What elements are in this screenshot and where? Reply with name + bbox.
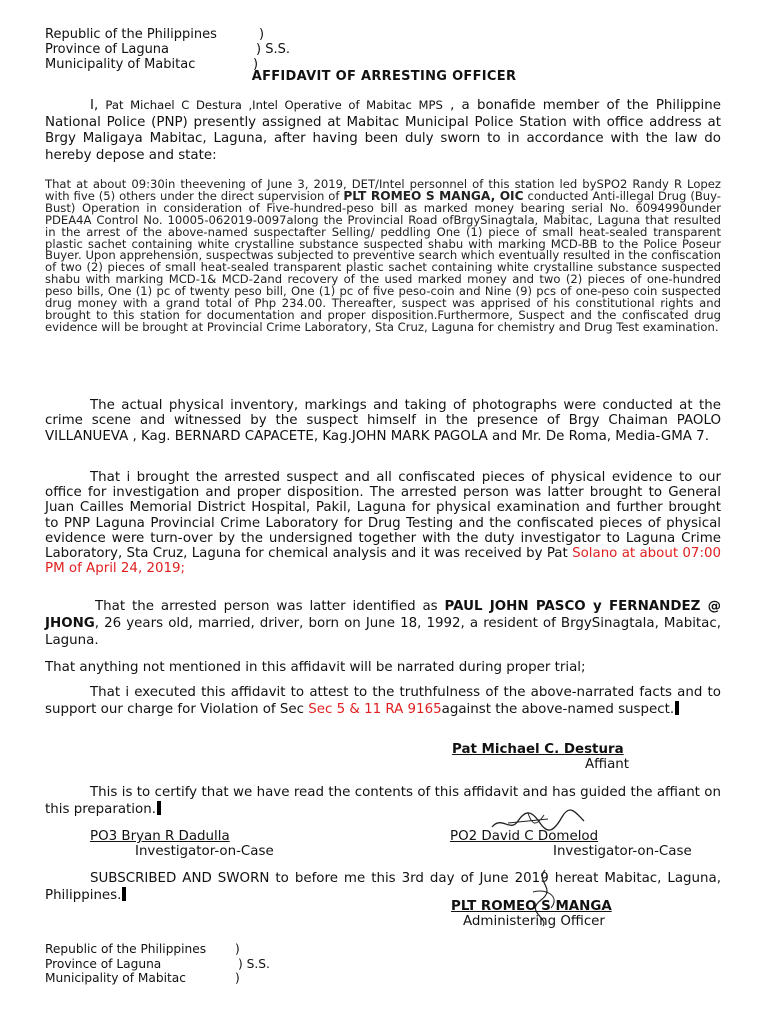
narrative-paragraph: [45, 179, 721, 334]
brought-text: That i brought the arrested suspect and all confiscated pieces of physical evidence to our office for investigation and proper disposition. The arrested person was latter brought to General Juan Cailles Memorial District Hospital, Pakil, Laguna for physical examination and further brought to PNP Laguna Provincial Crime Laboratory for Drug Testing and the confiscated pieces of physical evidence were turn-over by the undersigned together with the duty investigator to Laguna Crime Laboratory, Sta Cruz, Laguna for chemical analysis and it was received by Pat: [45, 470, 721, 562]
investigator-1-role: Investigator-on-Case: [135, 844, 274, 859]
text-cursor: [122, 887, 126, 901]
inventory-paragraph: The actual physical inventory, markings and taking of photographs were conducted at the crime scene and witnessed by the suspect himself in the presence of Brgy Chaiman PAOLO VILLANUEVA , Kag. BERNARD CAPACETE, Kag.JOHN MARK PAGOLA and Mr. De Roma, Media-GMA 7.: [45, 398, 721, 444]
executed-paragraph: [45, 685, 721, 719]
administering-name: PLT ROMEO S MANGA: [451, 899, 612, 914]
header-bottom-line-1: [45, 942, 240, 957]
header-bottom: [45, 942, 270, 986]
certify-paragraph: [45, 785, 721, 819]
narrative-part-1: That at about 09:30in theevening of June 3, 2019, DET/Intel personnel of this station led bySPO2 Randy R Lopez with five (5) others under the direct supervision of: [45, 177, 721, 203]
sworn-paragraph: [45, 871, 721, 905]
identified-post: , 26 years old, married, driver, born on June 18, 1992, a resident of BrgySinagtala, Mabitac, Laguna.: [45, 616, 721, 648]
header-top: [45, 27, 290, 72]
affiant-name: Pat Michael C. Destura: [452, 742, 624, 757]
executed-pre: That i executed this affidavit to attest to the truthfulness of the above-narrated facts and to support our charge for Violation of Sec: [45, 685, 721, 718]
narrative-oic: PLT ROMEO S MANGA, OIC: [343, 188, 524, 203]
sworn-text: SUBSCRIBED AND SWORN to before me this 3rd day of June 2019 hereat Mabitac, Laguna, Philippines.: [45, 871, 721, 904]
administering-role: Administering Officer: [463, 914, 605, 929]
republic-text: Republic of the Philippines: [45, 942, 207, 956]
paren: ): [235, 942, 240, 956]
header-top-line-1: [45, 27, 265, 42]
suspect-name: PAUL JOHN PASCO y FERNANDEZ @ JHONG: [45, 599, 721, 631]
investigator-2-role: Investigator-on-Case: [553, 844, 692, 859]
identified-pre: That the arrested person was latter identified as: [95, 599, 445, 614]
header-bottom-line-3: [45, 971, 240, 986]
brought-paragraph: [45, 470, 721, 576]
intro-officer: Pat Michael C Destura ,Intel Operative of Mabitac MPS: [105, 98, 443, 112]
paren: ): [253, 57, 259, 72]
municipality-text: Municipality of Mabitac: [45, 57, 196, 72]
narrative-part-2: conducted Anti-illegal Drug (Buy-Bust) Operation in consideration of Five-hundred-peso bill as marked money bearing serial No. 6094990under PDEA4A Control No. 10005-062019-0097along the Provincial Road ofBrgySinagtala, Mabitac, Laguna that resulted in the arrest of the above-named suspectafter Selling/ peddling One (1) piece of small heat-sealed transparent plastic sachet containing white crystalline substance suspected shabu with marking MCD-BB to the Police Poseur Buyer. Upon apprehension, suspectwas subjected to preventive search which eventually resulted in the confiscation of two (2) pieces of small heat-sealed transparent plastic sachet containing white crystalline substance suspected shabu with marking MCD-1& MCD-2and recovery of the used marked money and two (2) pieces of one-hundred peso bills, One (1) pc of twenty peso bill, One (1) pc of five peso-coin and Nine (9) pcs of one-peso coin suspected drug money with a grand total of Php 234.00. Thereafter, suspect was apprised of his constitutional rights and brought to this station for documentation and proper disposition.Furthermore, Suspect and the confiscated drug evidence will be brought at Provincial Crime Laboratory, Sta Cruz, Laguna for chemistry and Drug Test examination.: [45, 188, 721, 334]
header-bottom-line-2: [45, 956, 270, 972]
affiant-role: Affiant: [585, 757, 630, 772]
investigator-2-name: PO2 David C Domelod: [450, 829, 599, 844]
certify-text: This is to certify that we have read the contents of this affidavit and has guided the affiant on this preparation.: [45, 785, 721, 818]
text-cursor: [675, 701, 679, 715]
trial-paragraph: That anything not mentioned in this affidavit will be narrated during proper trial;: [45, 660, 586, 675]
document-title: AFFIDAVIT OF ARRESTING OFFICER: [251, 69, 517, 84]
intro-rest: , a bonafide member of the Philippine National Police (PNP) presently assigned at Mabitac Municipal Police Station with office address at Brgy Maligaya Mabitac, Laguna, after having been duly sworn to in accordance with the law do hereby depose and state:: [45, 98, 721, 163]
republic-text: Republic of the Philippines: [45, 27, 217, 42]
paren-ss: ) S.S.: [256, 42, 290, 57]
paren: ): [259, 27, 265, 42]
executed-sec: Sec 5 & 11 RA 9165: [308, 702, 442, 718]
executed-post: against the above-named suspect.: [441, 702, 675, 718]
intro-prefix: I,: [90, 98, 106, 113]
investigator-1-name: PO3 Bryan R Dadulla: [90, 829, 230, 844]
province-text: Province of Laguna: [45, 956, 162, 971]
paren-ss: ) S.S.: [238, 956, 270, 971]
municipality-text: Municipality of Mabitac: [45, 971, 186, 986]
text-cursor: [157, 801, 161, 815]
paren: ): [235, 971, 240, 986]
province-text: Province of Laguna: [45, 42, 170, 57]
intro-paragraph: [45, 97, 721, 164]
header-top-line-2: [45, 42, 290, 57]
brought-red-text: Solano at about 07:00 PM of April 24, 2019;: [45, 546, 721, 577]
identified-paragraph: [45, 598, 721, 649]
